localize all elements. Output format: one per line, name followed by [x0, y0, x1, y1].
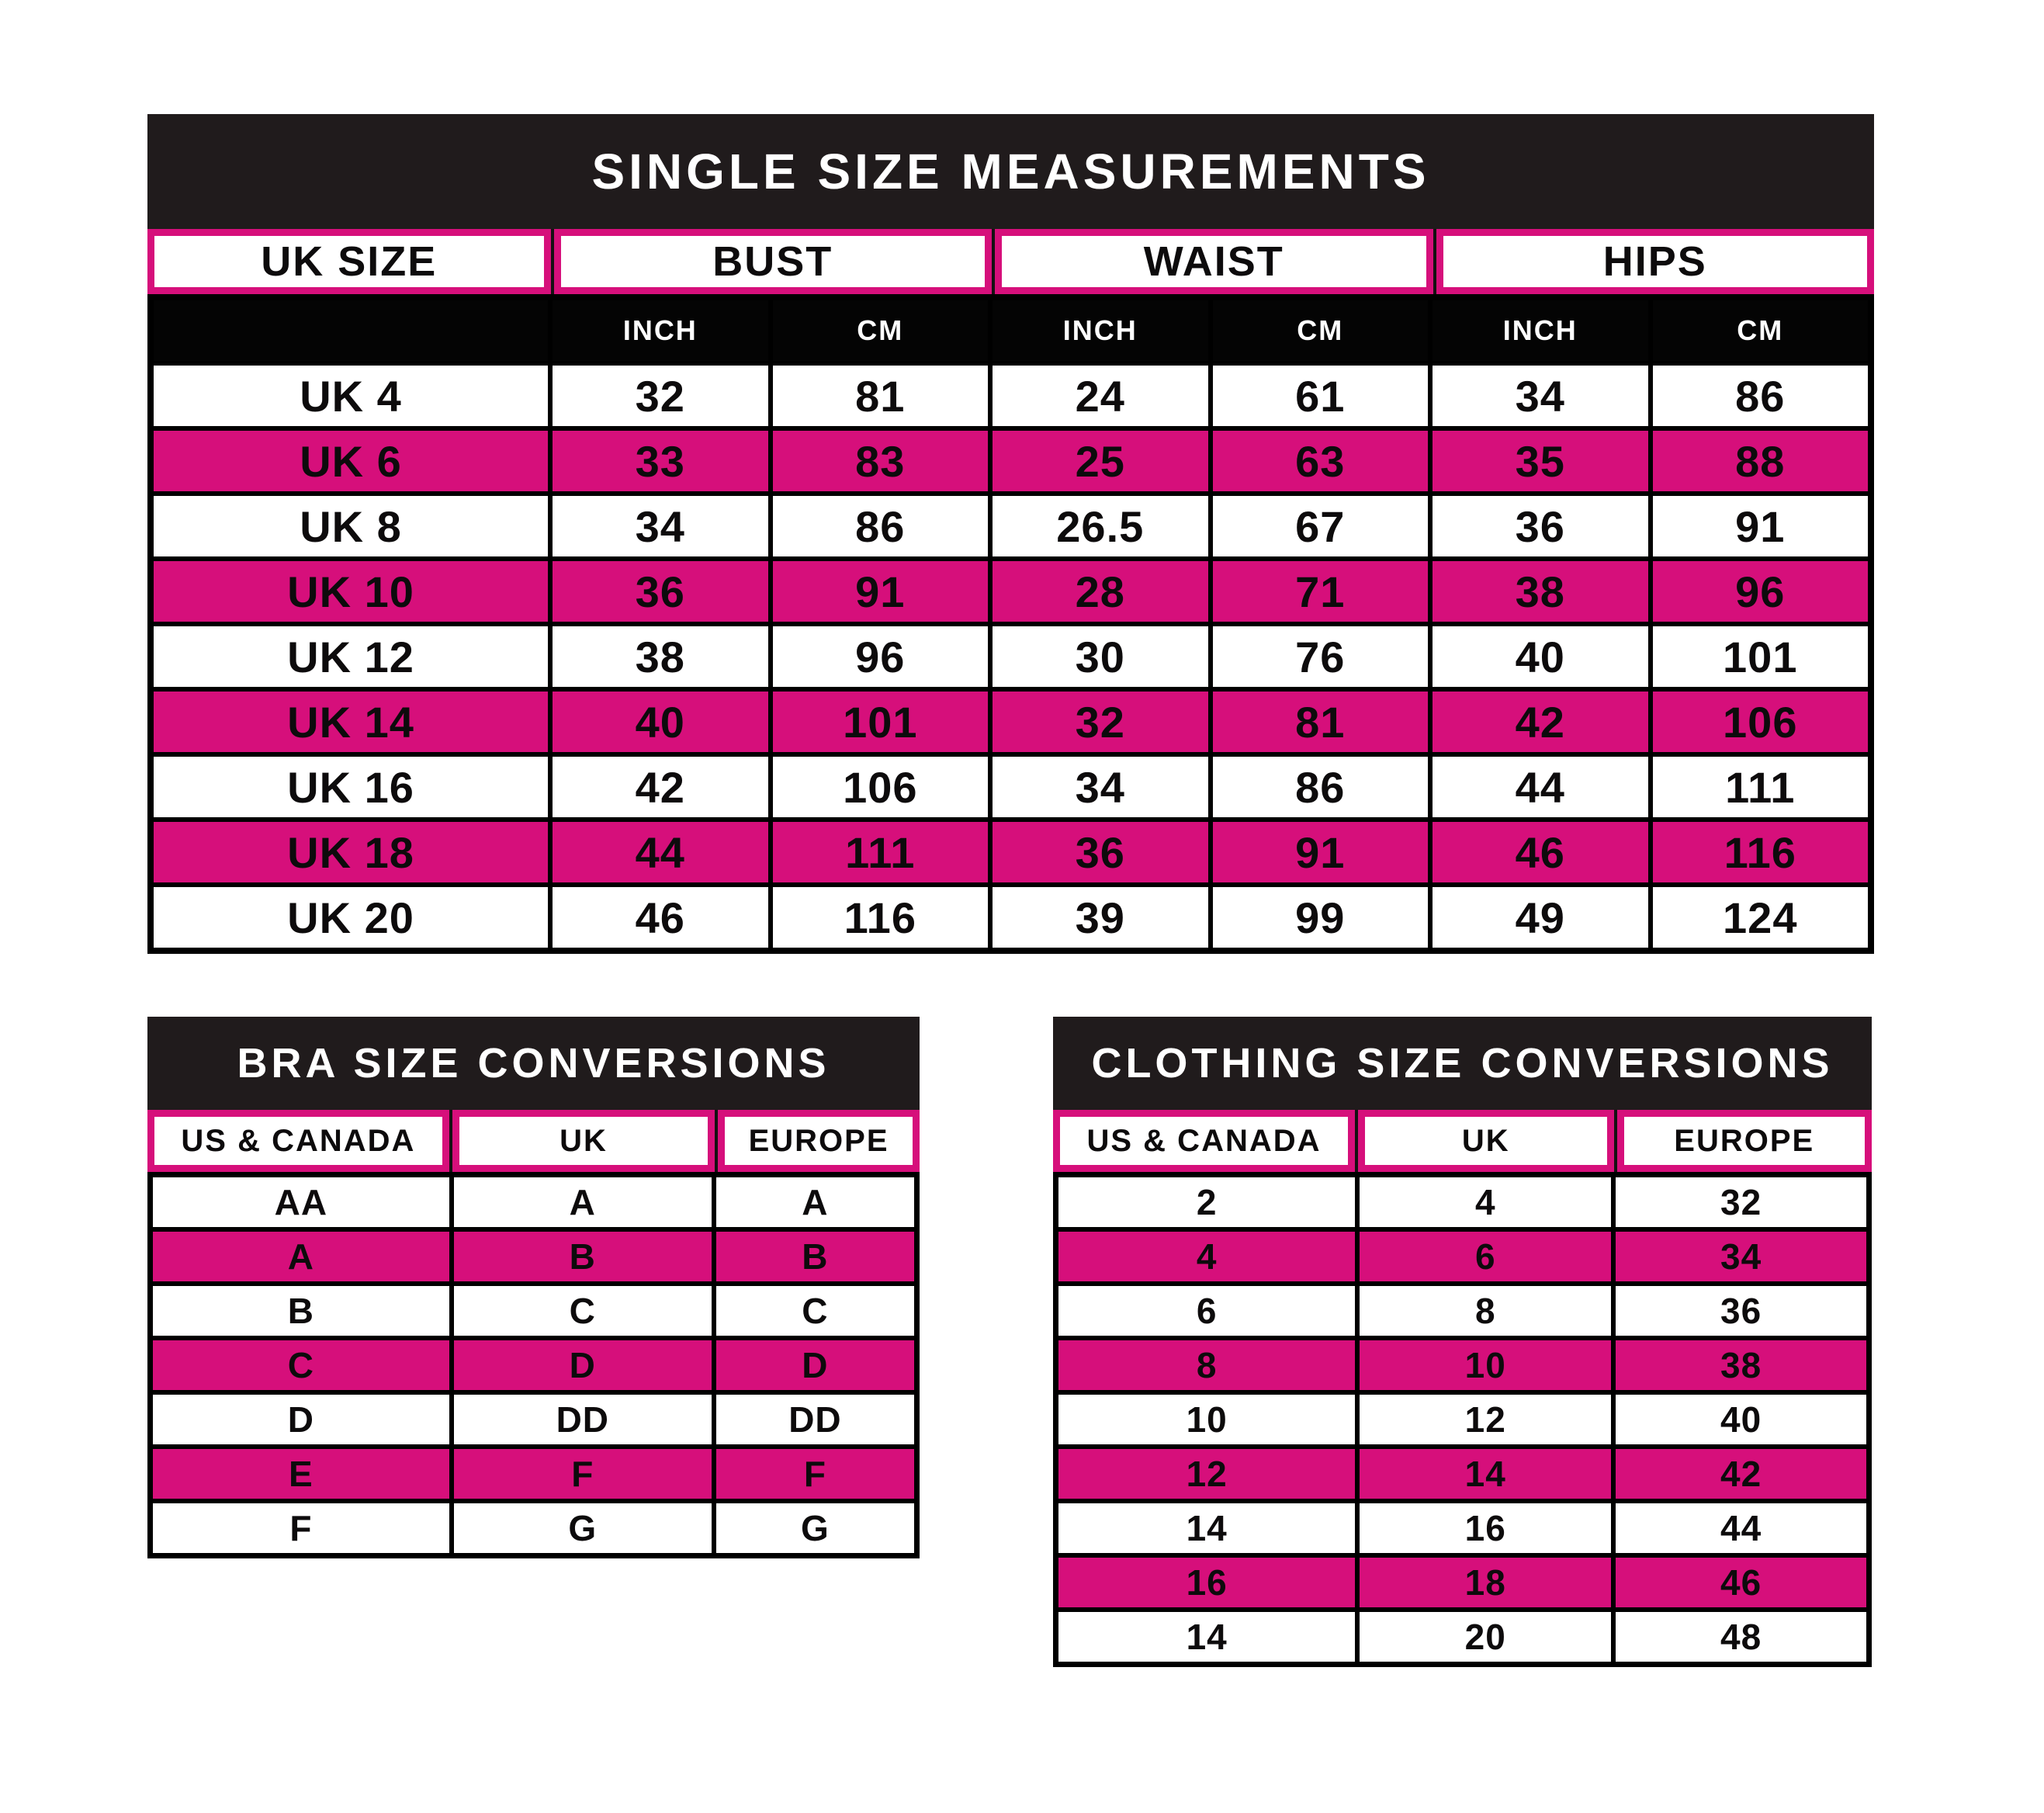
table-cell: 61 [1213, 366, 1428, 426]
table-cell: C [153, 1340, 449, 1390]
table-cell: A [153, 1232, 449, 1281]
table-cell: UK 10 [154, 561, 548, 622]
table-cell: 34 [1616, 1232, 1866, 1281]
table-cell: D [153, 1395, 449, 1444]
clothing-table-title: CLOTHING SIZE CONVERSIONS [1053, 1017, 1872, 1110]
table-cell: 34 [553, 496, 768, 556]
table-cell: 20 [1360, 1612, 1611, 1662]
table-cell: UK 16 [154, 757, 548, 817]
table-cell: 81 [1213, 692, 1428, 752]
table-cell: 4 [1058, 1232, 1355, 1281]
table-cell: 10 [1360, 1340, 1611, 1390]
table-cell: C [454, 1286, 712, 1336]
table-cell: 44 [553, 822, 768, 882]
table-cell: 2 [1058, 1177, 1355, 1227]
table-cell: D [716, 1340, 914, 1390]
header-cell-europe: EUROPE [1617, 1110, 1872, 1172]
header-cell-waist: WAIST [995, 229, 1433, 294]
table-cell: 46 [1433, 822, 1647, 882]
subheader-cell-waist-inch: INCH [993, 300, 1207, 361]
table-cell: 32 [553, 366, 768, 426]
table-cell: 86 [1653, 366, 1869, 426]
table-cell: 101 [1653, 626, 1869, 687]
table-cell: DD [454, 1395, 712, 1444]
table-cell: 38 [1616, 1340, 1866, 1390]
table-cell: 40 [1616, 1395, 1866, 1444]
table-cell: 86 [1213, 757, 1428, 817]
table-cell: 76 [1213, 626, 1428, 687]
table-cell: UK 18 [154, 822, 548, 882]
table-cell: 116 [773, 887, 988, 948]
table-cell: 63 [1213, 431, 1428, 491]
table-cell: 38 [553, 626, 768, 687]
bra-table-header [147, 1110, 920, 1172]
subheader-cell-waist-cm: CM [1213, 300, 1428, 361]
subheader-cell-blank [154, 300, 548, 361]
table-cell: 96 [773, 626, 988, 687]
table-cell: 26.5 [993, 496, 1207, 556]
table-cell: B [153, 1286, 449, 1336]
table-cell: 106 [1653, 692, 1869, 752]
table-cell: 16 [1058, 1558, 1355, 1607]
table-cell: 44 [1433, 757, 1647, 817]
table-cell: 86 [773, 496, 988, 556]
table-cell: G [716, 1503, 914, 1553]
table-cell: 44 [1616, 1503, 1866, 1553]
table-cell: 83 [773, 431, 988, 491]
table-cell: 46 [553, 887, 768, 948]
table-cell: 18 [1360, 1558, 1611, 1607]
subheader-cell-hips-inch: INCH [1433, 300, 1647, 361]
bra-table-body [147, 1172, 920, 1558]
table-cell: 28 [993, 561, 1207, 622]
table-cell: B [716, 1232, 914, 1281]
clothing-size-conversions-table [1053, 1017, 1872, 1667]
table-cell: 36 [1616, 1286, 1866, 1336]
single-size-column-group-header [147, 229, 1874, 294]
table-cell: 116 [1653, 822, 1869, 882]
table-cell: 10 [1058, 1395, 1355, 1444]
table-cell: 101 [773, 692, 988, 752]
table-cell: UK 20 [154, 887, 548, 948]
table-cell: 42 [1433, 692, 1647, 752]
table-cell: UK 6 [154, 431, 548, 491]
single-size-table-body [147, 294, 1874, 954]
table-cell: 40 [553, 692, 768, 752]
table-cell: F [454, 1449, 712, 1499]
table-cell: 36 [553, 561, 768, 622]
table-cell: UK 12 [154, 626, 548, 687]
bra-table-title: BRA SIZE CONVERSIONS [147, 1017, 920, 1110]
table-cell: 8 [1360, 1286, 1611, 1336]
header-cell-us-canada: US & CANADA [147, 1110, 449, 1172]
clothing-table-body [1053, 1172, 1872, 1667]
table-cell: 36 [993, 822, 1207, 882]
subheader-cell-bust-cm: CM [773, 300, 988, 361]
table-cell: E [153, 1449, 449, 1499]
table-cell: 12 [1360, 1395, 1611, 1444]
clothing-table-header [1053, 1110, 1872, 1172]
subheader-cell-bust-inch: INCH [553, 300, 768, 361]
table-cell: 67 [1213, 496, 1428, 556]
header-cell-uk: UK [452, 1110, 715, 1172]
table-cell: 36 [1433, 496, 1647, 556]
table-cell: 49 [1433, 887, 1647, 948]
table-cell: 25 [993, 431, 1207, 491]
table-cell: 96 [1653, 561, 1869, 622]
header-cell-us-canada: US & CANADA [1053, 1110, 1355, 1172]
bra-size-conversions-table [147, 1017, 920, 1558]
table-cell: 111 [773, 822, 988, 882]
table-cell: C [716, 1286, 914, 1336]
table-cell: 46 [1616, 1558, 1866, 1607]
table-cell: UK 4 [154, 366, 548, 426]
table-cell: 106 [773, 757, 988, 817]
table-cell: UK 8 [154, 496, 548, 556]
table-cell: 12 [1058, 1449, 1355, 1499]
table-cell: 14 [1058, 1503, 1355, 1553]
table-cell: 88 [1653, 431, 1869, 491]
table-cell: 81 [773, 366, 988, 426]
table-cell: 32 [993, 692, 1207, 752]
table-cell: 34 [1433, 366, 1647, 426]
header-cell-hips: HIPS [1436, 229, 1874, 294]
table-cell: 34 [993, 757, 1207, 817]
table-cell: 39 [993, 887, 1207, 948]
table-cell: 38 [1433, 561, 1647, 622]
table-cell: DD [716, 1395, 914, 1444]
table-cell: 6 [1058, 1286, 1355, 1336]
table-cell: 35 [1433, 431, 1647, 491]
table-cell: 42 [1616, 1449, 1866, 1499]
single-size-table-title: SINGLE SIZE MEASUREMENTS [147, 114, 1874, 229]
table-cell: 8 [1058, 1340, 1355, 1390]
table-cell: AA [153, 1177, 449, 1227]
table-cell: 71 [1213, 561, 1428, 622]
table-cell: 124 [1653, 887, 1869, 948]
single-size-measurements-table [147, 114, 1874, 954]
table-cell: F [716, 1449, 914, 1499]
table-cell: 111 [1653, 757, 1869, 817]
table-cell: 24 [993, 366, 1207, 426]
table-cell: D [454, 1340, 712, 1390]
table-cell: 30 [993, 626, 1207, 687]
header-cell-uk-size: UK SIZE [147, 229, 551, 294]
table-cell: 14 [1058, 1612, 1355, 1662]
table-cell: G [454, 1503, 712, 1553]
table-cell: 91 [1653, 496, 1869, 556]
table-cell: 91 [773, 561, 988, 622]
table-cell: UK 14 [154, 692, 548, 752]
table-cell: A [716, 1177, 914, 1227]
header-cell-europe: EUROPE [718, 1110, 920, 1172]
table-cell: 32 [1616, 1177, 1866, 1227]
subheader-cell-hips-cm: CM [1653, 300, 1869, 361]
table-cell: 99 [1213, 887, 1428, 948]
table-cell: 48 [1616, 1612, 1866, 1662]
table-cell: 91 [1213, 822, 1428, 882]
table-cell: 42 [553, 757, 768, 817]
table-cell: 14 [1360, 1449, 1611, 1499]
table-cell: F [153, 1503, 449, 1553]
table-cell: B [454, 1232, 712, 1281]
table-cell: 40 [1433, 626, 1647, 687]
table-cell: 6 [1360, 1232, 1611, 1281]
table-cell: A [454, 1177, 712, 1227]
header-cell-uk: UK [1358, 1110, 1613, 1172]
table-cell: 4 [1360, 1177, 1611, 1227]
table-cell: 33 [553, 431, 768, 491]
header-cell-bust: BUST [554, 229, 993, 294]
table-cell: 16 [1360, 1503, 1611, 1553]
